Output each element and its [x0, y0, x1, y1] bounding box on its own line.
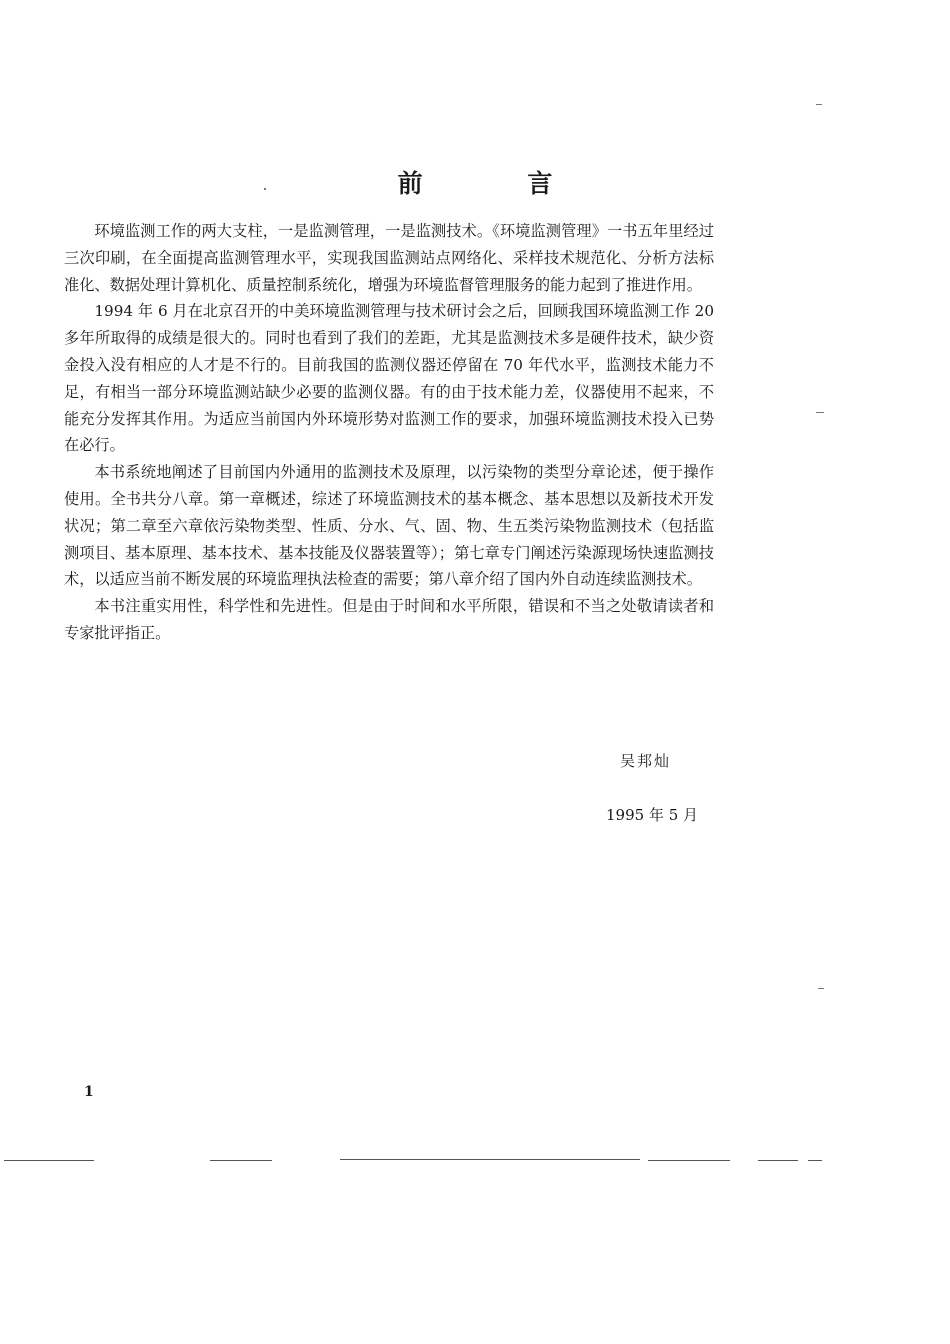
scan-artifact-line [758, 1160, 798, 1161]
preface-body [64, 218, 714, 647]
scan-artifact-line [210, 1160, 272, 1161]
page-title: 前 言 [397, 169, 601, 198]
paragraph-4: 本书注重实用性，科学性和先进性。但是由于时间和水平所限，错误和不当之处敬请读者和专家批评指正。 [64, 597, 714, 642]
paragraph-3: 本书系统地阐述了目前国内外通用的监测技术及原理，以污染物的类型分章论述，便于操作使用。全书共分八章。第一章概述，综述了环境监测技术的基本概念、基本思想以及新技术开发状况；第二章至六章依污染物类型、性质、分水、气、固、物、生五类污染物监测技术（包括监测项目、基本原理、基本技术、基本技能及仪器装置等）；第七章专门阐述污染源现场快速监测技术，以适应当前不断发展的环境监理执法检查的需要；第八章介绍了国内外自动连续监测技术。 [64, 463, 714, 589]
scan-artifact-speck [816, 412, 824, 413]
scan-artifact-line [4, 1160, 94, 1161]
page-number: 1 [84, 1084, 94, 1100]
scan-artifact-line [648, 1160, 730, 1161]
scan-artifact-speck [818, 988, 824, 989]
paragraph-1: 环境监测工作的两大支柱，一是监测管理，一是监测技术。《环境监测管理》一书五年里经过三次印刷，在全面提高监测管理水平，实现我国监测站点网络化、采样技术规范化、分析方法标准化、数据处理计算机化、质量控制系统化，增强为环境监督管理服务的能力起到了推进作用。 [64, 222, 714, 294]
author-signature: 吴邦灿 [620, 752, 672, 770]
scan-artifact-speck [816, 104, 822, 105]
scan-artifact-speck [264, 188, 266, 190]
paragraph-2: 1994 年 6 月在北京召开的中美环境监测管理与技术研讨会之后，回顾我国环境监测工作 20 多年所取得的成绩是很大的。同时也看到了我们的差距，尤其是监测技术多是硬件技术，缺少资金投入没有相应的人才是不行的。目前我国的监测仪器还停留在 70 年代水平，监测技术能力不足，有相当一部分环境监测站缺少必要的监测仪器。有的由于技术能力差，仪器使用不起来，不能充分发挥其作用。为适应当前国内外环境形势对监测工作的要求，加强环境监测技术投入已势在必行。 [64, 302, 714, 455]
scan-artifact-line [808, 1160, 822, 1161]
scan-artifact-line [340, 1159, 640, 1160]
date-line: 1995 年 5 月 [606, 806, 699, 824]
